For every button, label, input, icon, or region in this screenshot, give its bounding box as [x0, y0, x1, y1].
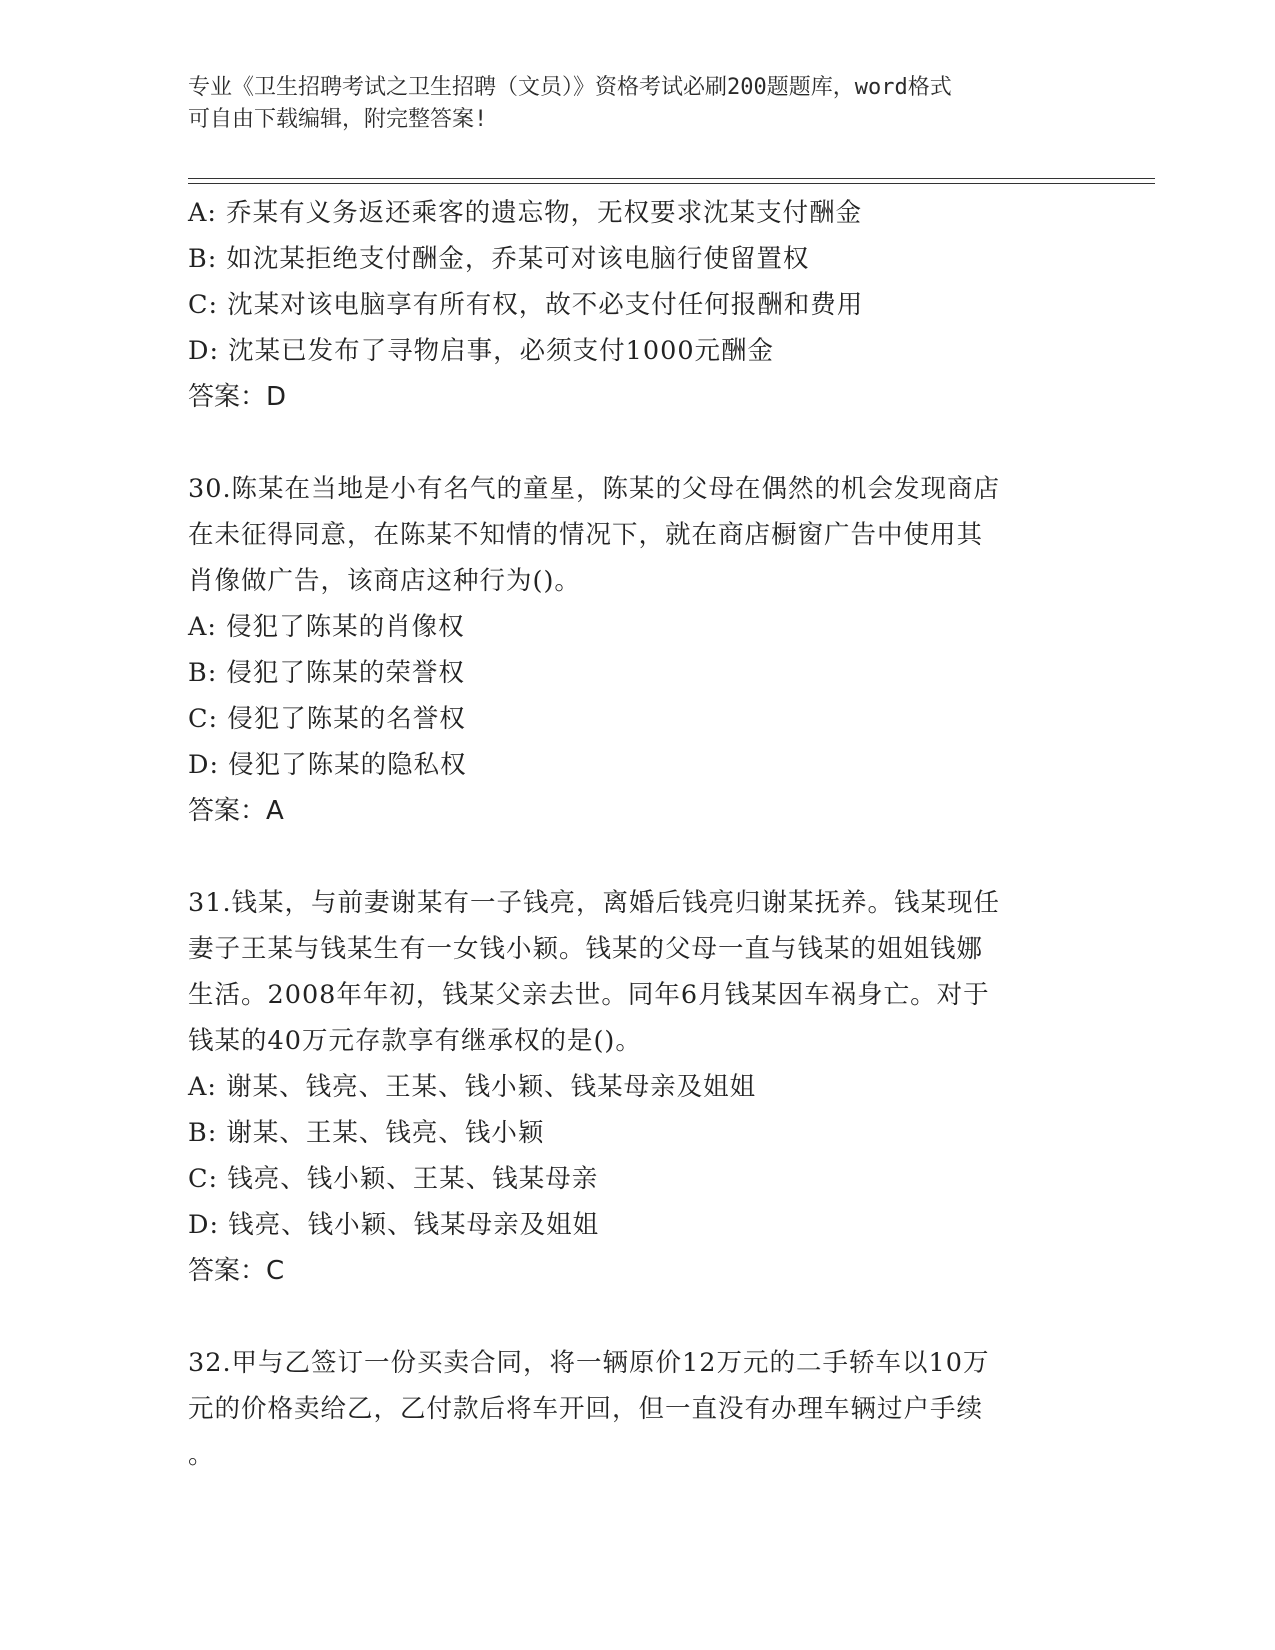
question-text-line: 生活。2008年年初，钱某父亲去世。同年6月钱某因车祸身亡。对于 — [188, 980, 990, 1010]
answer-line: 答案：C — [188, 1256, 285, 1286]
header-divider-top — [188, 178, 1155, 179]
document-body — [188, 190, 1088, 1478]
option-b: B: 谢某、王某、钱亮、钱小颖 — [188, 1118, 545, 1148]
question-text-line: 妻子王某与钱某生有一女钱小颖。钱某的父母一直与钱某的姐姐钱娜 — [188, 934, 984, 964]
option-b: B: 侵犯了陈某的荣誉权 — [188, 658, 465, 688]
document-header — [188, 72, 1068, 136]
option-c: C: 钱亮、钱小颖、王某、钱某母亲 — [188, 1164, 599, 1194]
option-a: A: 乔某有义务返还乘客的遗忘物，无权要求沈某支付酬金 — [188, 198, 863, 228]
question-30 — [188, 466, 1088, 834]
question-31 — [188, 880, 1088, 1294]
option-a: A: 谢某、钱亮、王某、钱小颖、钱某母亲及姐姐 — [188, 1072, 757, 1102]
option-d: D: 侵犯了陈某的隐私权 — [188, 750, 467, 780]
option-d: D: 钱亮、钱小颖、钱某母亲及姐姐 — [188, 1210, 600, 1240]
option-c: C: 沈某对该电脑享有所有权，故不必支付任何报酬和费用 — [188, 290, 864, 320]
question-text-line: 30.陈某在当地是小有名气的童星，陈某的父母在偶然的机会发现商店 — [188, 474, 1001, 504]
question-text-line: 31.钱某，与前妻谢某有一子钱亮，离婚后钱亮归谢某抚养。钱某现任 — [188, 888, 1001, 918]
question-text-line: 在未征得同意，在陈某不知情的情况下，就在商店橱窗广告中使用其 — [188, 520, 984, 550]
question-text-line: 。 — [188, 1440, 215, 1470]
header-line-1: 专业《卫生招聘考试之卫生招聘（文员）》资格考试必刷200题题库，word格式 — [188, 75, 952, 100]
option-d: D: 沈某已发布了寻物启事，必须支付1000元酬金 — [188, 336, 775, 366]
header-divider-bottom — [188, 183, 1155, 184]
option-a: A: 侵犯了陈某的肖像权 — [188, 612, 465, 642]
question-text-line: 肖像做广告，该商店这种行为()。 — [188, 566, 581, 596]
question-29 — [188, 190, 1088, 420]
question-text-line: 元的价格卖给乙，乙付款后将车开回，但一直没有办理车辆过户手续 — [188, 1394, 984, 1424]
answer-line: 答案：D — [188, 382, 287, 412]
question-text-line: 32.甲与乙签订一份买卖合同，将一辆原价12万元的二手轿车以10万 — [188, 1348, 990, 1378]
option-c: C: 侵犯了陈某的名誉权 — [188, 704, 466, 734]
question-text-line: 钱某的40万元存款享有继承权的是()。 — [188, 1026, 642, 1056]
answer-line: 答案：A — [188, 796, 284, 826]
header-line-2: 可自由下载编辑，附完整答案! — [188, 107, 488, 132]
option-b: B: 如沈某拒绝支付酬金，乔某可对该电脑行使留置权 — [188, 244, 810, 274]
question-32 — [188, 1340, 1088, 1478]
